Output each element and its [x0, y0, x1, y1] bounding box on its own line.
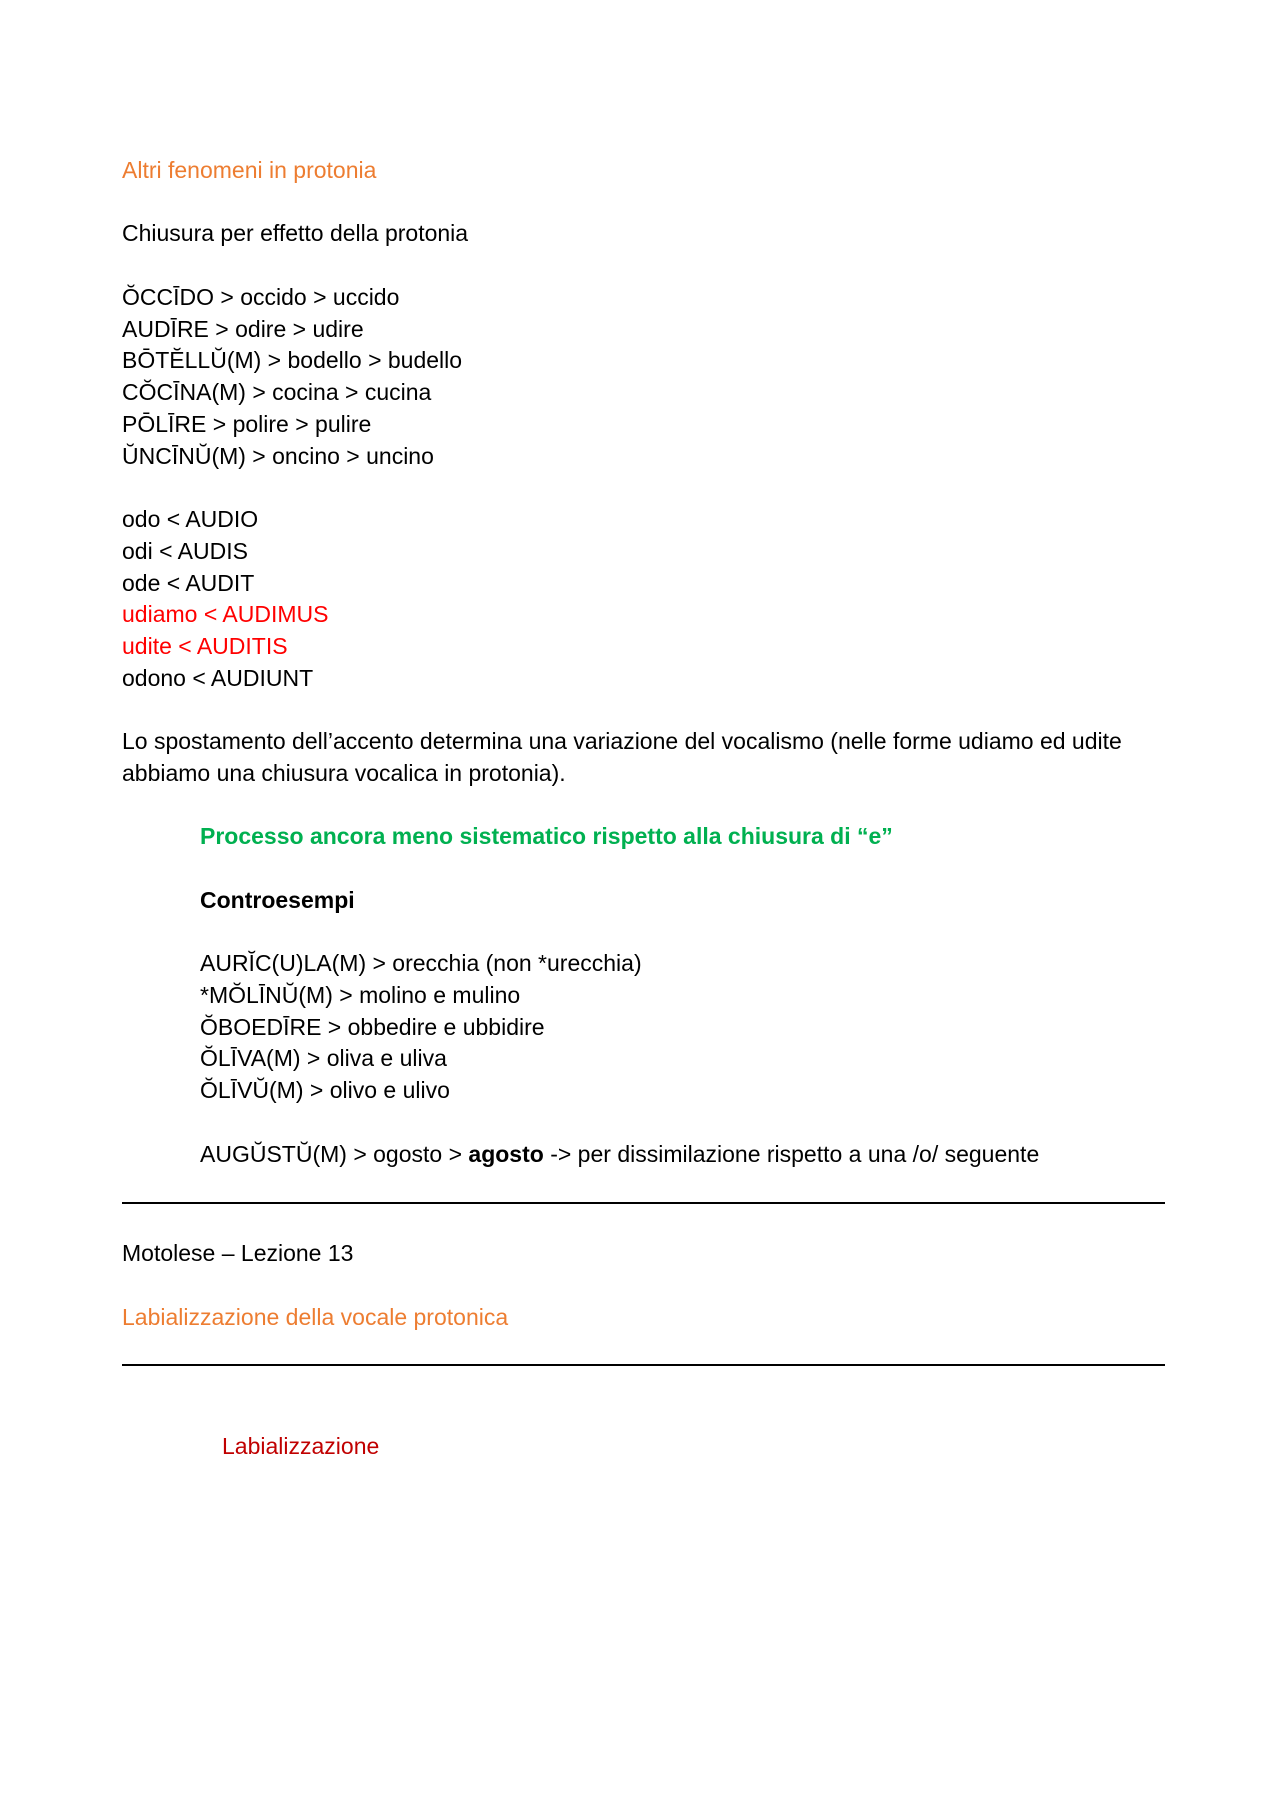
- subsection-heading: Chiusura per effetto della protonia: [122, 220, 469, 246]
- horizontal-rule: [122, 1202, 1165, 1204]
- counterexample-line: ŎBOEDĪRE > obbedire e ubbidire: [200, 1014, 545, 1040]
- dissimilation-example: [200, 1138, 1039, 1170]
- verb-form-line-highlighted: udite < AUDITIS: [122, 633, 288, 659]
- example-line: ŎCCĪDO > occido > uccido: [122, 284, 400, 310]
- paragraph-line: Lo spostamento dell’accento determina una variazione del vocalismo (nelle forme udiamo ed udite: [122, 728, 1122, 754]
- verb-form-line: odo < AUDIO: [122, 506, 259, 532]
- example-line: BŌTĔLLŬ(M) > bodello > budello: [122, 347, 463, 373]
- section-heading: Altri fenomeni in protonia: [122, 157, 377, 183]
- section-heading: Labializzazione della vocale protonica: [122, 1304, 509, 1330]
- example-line: ŬNCĪNŬ(M) > oncino > uncino: [122, 443, 434, 469]
- dissimilation-bold-word: agosto: [468, 1141, 544, 1167]
- counterexample-line: ŎLĪVA(M) > oliva e uliva: [200, 1045, 447, 1071]
- example-line: AUDĪRE > odire > udire: [122, 316, 364, 342]
- verb-form-line-highlighted: udiamo < AUDIMUS: [122, 601, 329, 627]
- controesempi-heading: Controesempi: [200, 887, 355, 913]
- example-line: PŌLĪRE > polire > pulire: [122, 411, 372, 437]
- dissimilation-suffix: -> per dissimilazione rispetto a una /o/ seguente: [543, 1141, 1040, 1167]
- lesson-title: Motolese – Lezione 13: [122, 1240, 354, 1266]
- counterexample-line: *MŎLĪNŬ(M) > molino e mulino: [200, 982, 521, 1008]
- counterexample-line: AURĬC(U)LA(M) > orecchia (non *urecchia): [200, 950, 642, 976]
- verb-form-line: odono < AUDIUNT: [122, 665, 314, 691]
- horizontal-rule: [122, 1364, 1165, 1366]
- paragraph-line: abbiamo una chiusura vocalica in protonia).: [122, 760, 566, 786]
- example-line: CŎCĪNA(M) > cocina > cucina: [122, 379, 432, 405]
- highlight-note: Processo ancora meno sistematico rispetto alla chiusura di “e”: [200, 823, 893, 849]
- counterexample-line: ŎLĪVŬ(M) > olivo e ulivo: [200, 1077, 450, 1103]
- dissimilation-prefix: AUGŬSTŬ(M) > ogosto >: [200, 1141, 469, 1167]
- verb-form-line: ode < AUDIT: [122, 570, 255, 596]
- subsection-heading-red: Labializzazione: [222, 1433, 380, 1459]
- verb-form-line: odi < AUDIS: [122, 538, 248, 564]
